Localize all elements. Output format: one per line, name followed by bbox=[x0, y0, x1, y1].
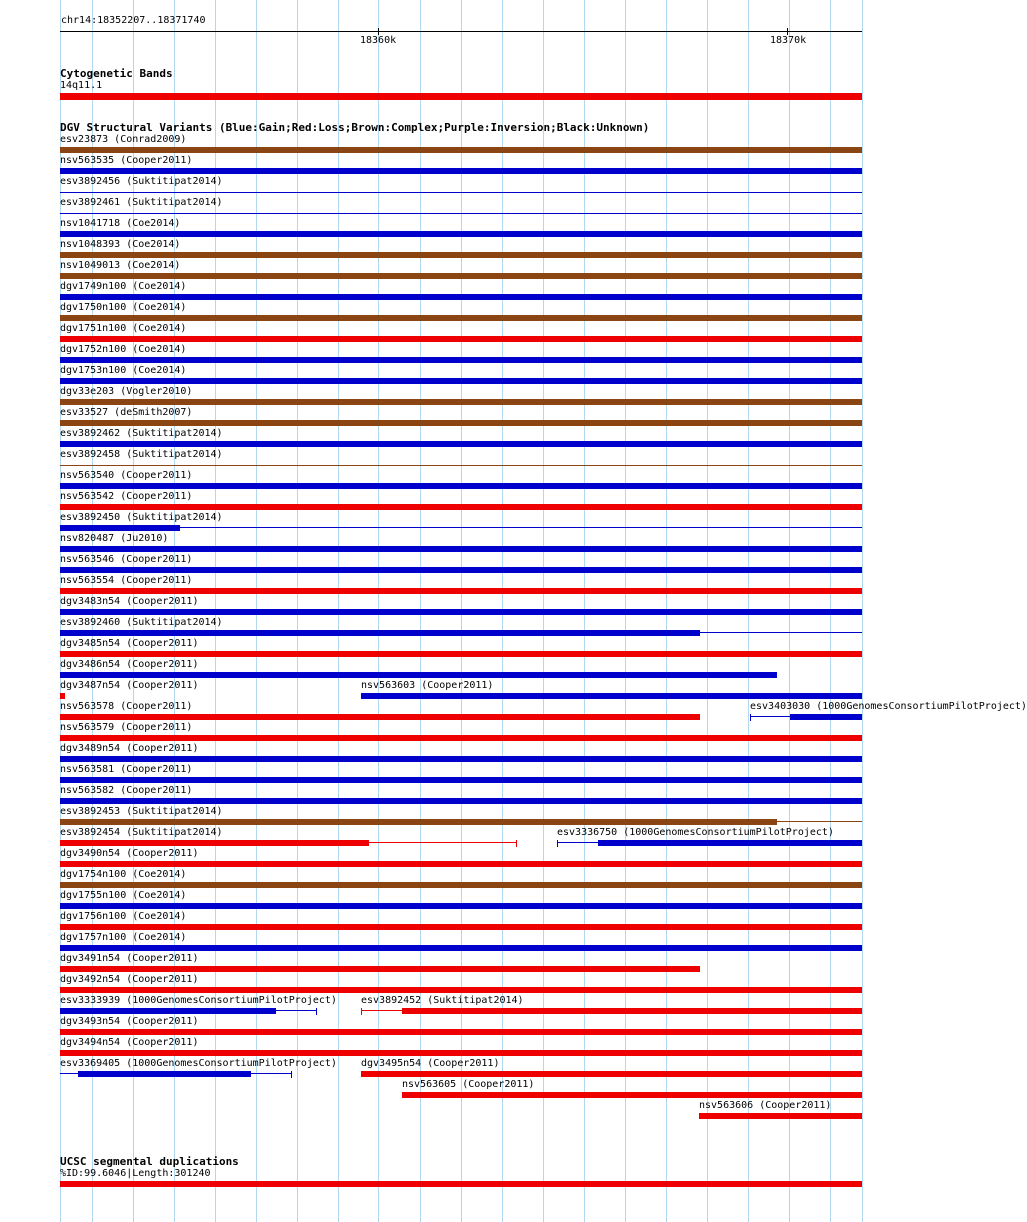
dgv-feature-bar[interactable] bbox=[60, 924, 862, 930]
dgv-feature-endcap bbox=[361, 1008, 362, 1015]
dgv-feature-line[interactable] bbox=[60, 213, 862, 214]
dgv-feature-label: dgv3493n54 (Cooper2011) bbox=[60, 1016, 199, 1027]
dgv-feature-label: nsv1041718 (Coe2014) bbox=[60, 218, 181, 229]
dgv-feature-bar[interactable] bbox=[60, 1008, 276, 1014]
dgv-feature-bar[interactable] bbox=[60, 714, 700, 720]
dgv-feature-bar[interactable] bbox=[60, 630, 700, 636]
dgv-feature-bar[interactable] bbox=[60, 819, 777, 825]
dgv-feature-bar[interactable] bbox=[60, 483, 862, 489]
segdup-feature[interactable] bbox=[60, 1181, 862, 1187]
dgv-feature-line[interactable] bbox=[369, 842, 516, 843]
dgv-feature-line[interactable] bbox=[777, 821, 862, 822]
dgv-feature-label: dgv1756n100 (Coe2014) bbox=[60, 911, 187, 922]
dgv-feature-label: esv3892462 (Suktitipat2014) bbox=[60, 428, 223, 439]
dgv-feature-label: esv3336750 (1000GenomesConsortiumPilotProject) bbox=[557, 827, 834, 838]
dgv-feature-bar[interactable] bbox=[60, 672, 777, 678]
ruler-tick bbox=[787, 28, 788, 35]
dgv-feature-label: nsv563542 (Cooper2011) bbox=[60, 491, 193, 502]
dgv-feature-label: dgv1753n100 (Coe2014) bbox=[60, 365, 187, 376]
dgv-feature-label: esv3892458 (Suktitipat2014) bbox=[60, 449, 223, 460]
dgv-feature-label: nsv563579 (Cooper2011) bbox=[60, 722, 193, 733]
dgv-feature-label: esv3892460 (Suktitipat2014) bbox=[60, 617, 223, 628]
dgv-feature-bar[interactable] bbox=[60, 231, 862, 237]
dgv-feature-label: nsv563535 (Cooper2011) bbox=[60, 155, 193, 166]
dgv-feature-label: dgv33e203 (Vogler2010) bbox=[60, 386, 193, 397]
dgv-feature-bar[interactable] bbox=[60, 945, 862, 951]
cytoband-track-title: Cytogenetic Bands bbox=[60, 67, 173, 80]
dgv-feature-bar[interactable] bbox=[60, 315, 862, 321]
dgv-feature-bar[interactable] bbox=[60, 798, 862, 804]
dgv-feature-endcap bbox=[750, 714, 751, 721]
dgv-feature-bar[interactable] bbox=[60, 147, 862, 153]
dgv-feature-label: dgv3489n54 (Cooper2011) bbox=[60, 743, 199, 754]
dgv-feature-label: dgv1752n100 (Coe2014) bbox=[60, 344, 187, 355]
dgv-feature-label: dgv1749n100 (Coe2014) bbox=[60, 281, 187, 292]
dgv-feature-label: dgv1750n100 (Coe2014) bbox=[60, 302, 187, 313]
dgv-feature-label: nsv563581 (Cooper2011) bbox=[60, 764, 193, 775]
dgv-feature-line[interactable] bbox=[60, 1073, 78, 1074]
dgv-feature-bar[interactable] bbox=[402, 1008, 862, 1014]
dgv-feature-bar[interactable] bbox=[60, 756, 862, 762]
dgv-feature-bar[interactable] bbox=[60, 273, 862, 279]
dgv-feature-label: dgv3486n54 (Cooper2011) bbox=[60, 659, 199, 670]
dgv-feature-label: esv3892450 (Suktitipat2014) bbox=[60, 512, 223, 523]
dgv-feature-bar[interactable] bbox=[790, 714, 862, 720]
dgv-feature-label: esv3403030 (1000GenomesConsortiumPilotProject) bbox=[750, 701, 1027, 712]
dgv-feature-endcap bbox=[316, 1008, 317, 1015]
dgv-feature-bar[interactable] bbox=[60, 882, 862, 888]
dgv-feature-label: esv33527 (deSmith2007) bbox=[60, 407, 193, 418]
dgv-feature-bar[interactable] bbox=[60, 1050, 862, 1056]
dgv-feature-bar[interactable] bbox=[60, 735, 862, 741]
dgv-feature-bar[interactable] bbox=[60, 693, 65, 699]
ruler-axis-line bbox=[60, 31, 862, 32]
dgv-feature-line[interactable] bbox=[700, 632, 862, 633]
dgv-feature-bar[interactable] bbox=[60, 546, 862, 552]
dgv-feature-bar[interactable] bbox=[60, 588, 862, 594]
dgv-feature-label: dgv3494n54 (Cooper2011) bbox=[60, 1037, 199, 1048]
dgv-feature-line[interactable] bbox=[750, 716, 790, 717]
dgv-feature-label: nsv563546 (Cooper2011) bbox=[60, 554, 193, 565]
dgv-feature-label: dgv3490n54 (Cooper2011) bbox=[60, 848, 199, 859]
dgv-feature-bar[interactable] bbox=[60, 504, 862, 510]
dgv-feature-label: dgv3495n54 (Cooper2011) bbox=[361, 1058, 500, 1069]
dgv-feature-label: dgv3491n54 (Cooper2011) bbox=[60, 953, 199, 964]
dgv-feature-line[interactable] bbox=[276, 1010, 317, 1011]
ruler-range-label: chr14:18352207..18371740 bbox=[61, 15, 206, 26]
dgv-feature-bar[interactable] bbox=[60, 651, 862, 657]
dgv-feature-bar[interactable] bbox=[60, 357, 862, 363]
dgv-feature-label: esv3892461 (Suktitipat2014) bbox=[60, 197, 223, 208]
dgv-feature-bar[interactable] bbox=[60, 441, 862, 447]
dgv-feature-label: nsv563582 (Cooper2011) bbox=[60, 785, 193, 796]
dgv-feature-label: nsv563578 (Cooper2011) bbox=[60, 701, 193, 712]
dgv-feature-label: dgv3487n54 (Cooper2011) bbox=[60, 680, 199, 691]
dgv-feature-label: dgv1751n100 (Coe2014) bbox=[60, 323, 187, 334]
dgv-feature-bar[interactable] bbox=[60, 420, 862, 426]
dgv-feature-endcap bbox=[516, 840, 517, 847]
dgv-feature-bar[interactable] bbox=[60, 525, 180, 531]
ruler-tick-label: 18360k bbox=[360, 35, 397, 46]
dgv-feature-line[interactable] bbox=[557, 842, 598, 843]
dgv-track-title: DGV Structural Variants (Blue:Gain;Red:Loss;Brown:Complex;Purple:Inversion;Black:Unknown) bbox=[60, 121, 650, 134]
dgv-feature-label: dgv1755n100 (Coe2014) bbox=[60, 890, 187, 901]
dgv-feature-line[interactable] bbox=[251, 1073, 292, 1074]
dgv-feature-label: nsv563605 (Cooper2011) bbox=[402, 1079, 535, 1090]
ruler-tick bbox=[378, 28, 379, 35]
dgv-feature-bar[interactable] bbox=[60, 840, 369, 846]
dgv-feature-label: esv3333939 (1000GenomesConsortiumPilotProject) bbox=[60, 995, 337, 1006]
dgv-feature-label: esv3892452 (Suktitipat2014) bbox=[361, 995, 524, 1006]
dgv-feature-bar[interactable] bbox=[60, 567, 862, 573]
dgv-feature-bar[interactable] bbox=[60, 336, 862, 342]
dgv-feature-bar[interactable] bbox=[60, 399, 862, 405]
dgv-feature-label: nsv820487 (Ju2010) bbox=[60, 533, 169, 544]
dgv-feature-bar[interactable] bbox=[402, 1092, 862, 1098]
dgv-feature-bar[interactable] bbox=[60, 609, 862, 615]
dgv-feature-label: dgv1757n100 (Coe2014) bbox=[60, 932, 187, 943]
cytoband-feature[interactable] bbox=[60, 93, 862, 100]
dgv-feature-bar[interactable] bbox=[60, 168, 862, 174]
dgv-feature-label: nsv1049013 (Coe2014) bbox=[60, 260, 181, 271]
dgv-feature-bar[interactable] bbox=[60, 861, 862, 867]
segdup-label: %ID:99.6046|Length:301240 bbox=[60, 1168, 211, 1179]
dgv-feature-label: nsv1048393 (Coe2014) bbox=[60, 239, 181, 250]
dgv-feature-label: esv3369405 (1000GenomesConsortiumPilotProject) bbox=[60, 1058, 337, 1069]
dgv-feature-bar[interactable] bbox=[60, 777, 862, 783]
dgv-feature-bar[interactable] bbox=[60, 903, 862, 909]
dgv-feature-bar[interactable] bbox=[60, 987, 862, 993]
dgv-feature-label: nsv563603 (Cooper2011) bbox=[361, 680, 494, 691]
dgv-feature-bar[interactable] bbox=[60, 378, 862, 384]
dgv-feature-label: esv23873 (Conrad2009) bbox=[60, 134, 187, 145]
dgv-feature-line[interactable] bbox=[361, 1010, 402, 1011]
ruler-tick-label: 18370k bbox=[770, 35, 807, 46]
dgv-feature-bar[interactable] bbox=[598, 840, 862, 846]
dgv-feature-endcap bbox=[557, 840, 558, 847]
dgv-feature-bar[interactable] bbox=[78, 1071, 251, 1077]
dgv-feature-bar[interactable] bbox=[60, 966, 700, 972]
dgv-feature-label: dgv3492n54 (Cooper2011) bbox=[60, 974, 199, 985]
dgv-feature-label: esv3892456 (Suktitipat2014) bbox=[60, 176, 223, 187]
dgv-feature-bar[interactable] bbox=[60, 1029, 862, 1035]
dgv-feature-label: dgv1754n100 (Coe2014) bbox=[60, 869, 187, 880]
dgv-feature-bar[interactable] bbox=[60, 252, 862, 258]
dgv-feature-bar[interactable] bbox=[361, 1071, 862, 1077]
dgv-feature-label: nsv563606 (Cooper2011) bbox=[699, 1100, 832, 1111]
dgv-feature-bar[interactable] bbox=[361, 693, 862, 699]
segdup-track-title: UCSC segmental duplications bbox=[60, 1155, 239, 1168]
dgv-feature-label: dgv3483n54 (Cooper2011) bbox=[60, 596, 199, 607]
dgv-feature-label: esv3892454 (Suktitipat2014) bbox=[60, 827, 223, 838]
dgv-feature-bar[interactable] bbox=[699, 1113, 862, 1119]
dgv-feature-line[interactable] bbox=[60, 465, 862, 466]
dgv-feature-label: nsv563540 (Cooper2011) bbox=[60, 470, 193, 481]
dgv-feature-line[interactable] bbox=[180, 527, 862, 528]
dgv-feature-label: esv3892453 (Suktitipat2014) bbox=[60, 806, 223, 817]
dgv-feature-line[interactable] bbox=[60, 192, 862, 193]
dgv-feature-label: nsv563554 (Cooper2011) bbox=[60, 575, 193, 586]
dgv-feature-label: dgv3485n54 (Cooper2011) bbox=[60, 638, 199, 649]
dgv-feature-endcap bbox=[291, 1071, 292, 1078]
cytoband-label: 14q11.1 bbox=[60, 80, 103, 91]
dgv-feature-bar[interactable] bbox=[60, 294, 862, 300]
